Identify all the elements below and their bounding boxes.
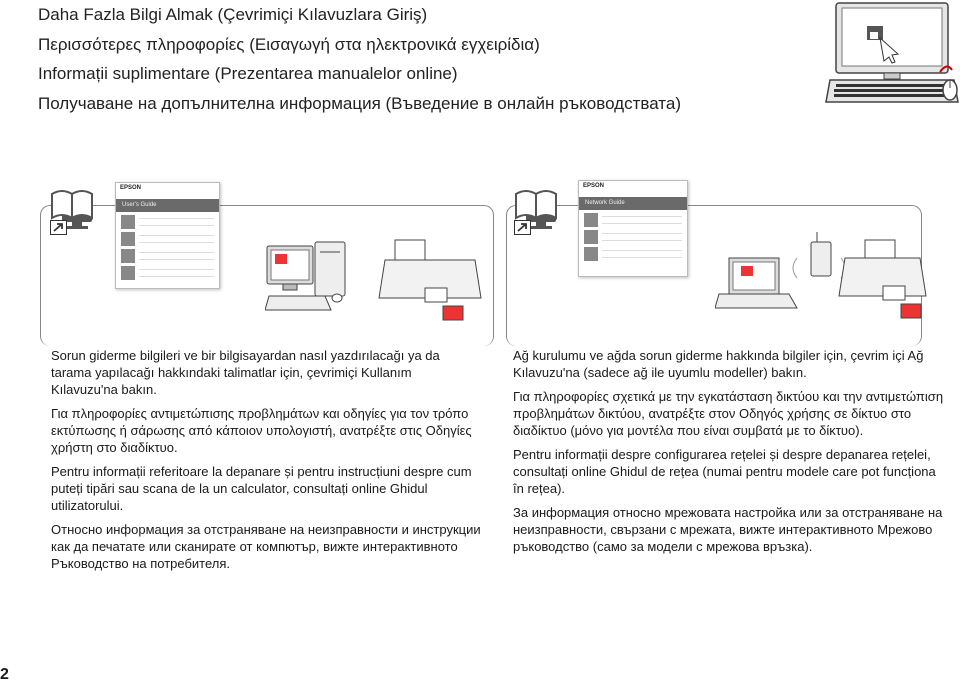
right-paragraph-ro: Pentru informații despre configurarea rețelei și despre depanarea rețelei, consultați online Ghidul de rețea (numai pentru modele care pot funcționa în rețea).	[513, 447, 936, 496]
page-title-ro: Informații suplimentare (Prezentarea manualelor online)	[38, 64, 458, 83]
desktop-printer-illustration	[265, 238, 485, 328]
right-column-text	[513, 347, 949, 562]
laptop-network-printer-illustration	[715, 228, 930, 328]
page-title-bg: Получаване на допълнителна информация (Въведение в онлайн ръководствата)	[38, 94, 682, 113]
right-paragraph-tr: Ağ kurulumu ve ağda sorun giderme hakkında bilgiler için, çevrim içi Ağ Kılavuzu'na (sadece ağ ile uyumlu modeller) bakın.	[513, 348, 924, 380]
network-guide-brand: EPSON	[583, 183, 605, 189]
left-paragraph-ro: Pentru informații referitoare la depanare și pentru instrucțiuni despre cum puteți tipări sau scana de la un calculator, consultați online Ghidul utilizatorului.	[51, 464, 472, 513]
user-guide-screenshot	[115, 182, 220, 289]
left-column-text	[51, 347, 481, 579]
left-paragraph-bg: Относно информация за отстраняване на неизправности и инструкции как да печатате или сканирате от компютър, вижте интерактивното Ръководство на потребителя.	[51, 522, 481, 571]
user-guide-brand: EPSON	[120, 185, 142, 191]
left-paragraph-el: Για πληροφορίες αντιμετώπισης προβλημάτων και οδηγίες για τον τρόπο εκτύπωσης ή σάρωσης από κάποιον υπολογιστή, ανατρέξτε στις Οδηγίες χρήστη στο διαδίκτυο.	[51, 406, 472, 455]
user-guide-title: User's Guide	[116, 199, 219, 212]
page-number: 2	[0, 666, 9, 683]
left-paragraph-tr: Sorun giderme bilgileri ve bir bilgisayardan nasıl yazdırılacağı ya da tarama yapılacağı hakkındaki talimatlar için, çevrimiçi Kullanım Kılavuzu'na bakın.	[51, 348, 440, 397]
network-guide-screenshot	[578, 180, 688, 277]
right-paragraph-bg: За информация относно мрежовата настройка или за отстраняване на неизправности, свързани с мрежата, вижте интерактивното Мрежово ръководство (само за модели с мрежова връзка).	[513, 505, 943, 554]
right-paragraph-el: Για πληροφορίες σχετικά με την εγκατάσταση δικτύου και την αντιμετώπιση προβλημάτων δικτύου, ανατρέξτε στον Οδηγός χρήσης σε δίκτυο στο διαδίκτυο (μόνο για μοντέλα που είναι συμβατά με το δίκτυο).	[513, 389, 944, 438]
computer-illustration	[822, 2, 960, 108]
shortcut-arrow-icon	[50, 220, 68, 236]
network-guide-title: Network Guide	[579, 197, 687, 210]
shortcut-arrow-icon-2	[514, 220, 532, 236]
page-title-tr: Daha Fazla Bilgi Almak (Çevrimiçi Kılavuzlara Giriş)	[38, 5, 428, 24]
page-title-el: Περισσότερες πληροφορίες (Εισαγωγή στα ηλεκτρονικά εγχειρίδια)	[38, 35, 540, 54]
